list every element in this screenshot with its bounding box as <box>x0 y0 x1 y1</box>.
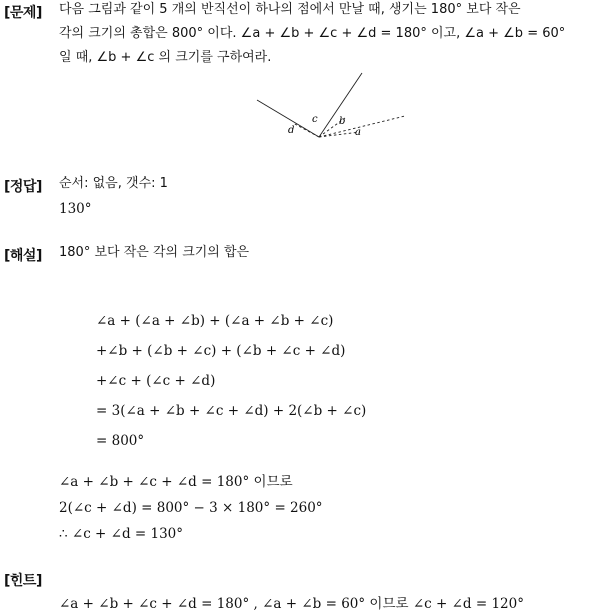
angle-label-d: d <box>288 125 295 136</box>
ray-right-upper <box>319 116 405 137</box>
angle-label-c: c <box>312 114 318 125</box>
explanation-label: [해설] <box>4 248 42 264</box>
problem-line-2: 각의 크기의 총합은 800° 이다. ∠a + ∠b + ∠c + ∠d = 180° 이고, ∠a + ∠b = 60° <box>59 26 566 41</box>
angle-label-b: b <box>339 116 346 127</box>
explanation-step-1: ∠a + ∠b + ∠c + ∠d = 180° 이므로 <box>59 474 293 490</box>
equation-line-2: +∠b + (∠b + ∠c) + (∠b + ∠c + ∠d) <box>96 343 346 359</box>
angle-label-a: a <box>355 127 361 138</box>
equation-line-5: = 800° <box>96 433 145 449</box>
explanation-step-3: ∴ ∠c + ∠d = 130° <box>59 526 184 542</box>
answer-label: [정답] <box>4 179 42 195</box>
hint-text: ∠a + ∠b + ∠c + ∠d = 180° , ∠a + ∠b = 60° 이므로 ∠c + ∠d = 120° <box>59 596 524 612</box>
problem-line-3: 일 때, ∠b + ∠c 의 크기를 구하여라. <box>59 50 272 65</box>
problem-label: [문제] <box>4 5 42 21</box>
hint-label: [힌트] <box>4 573 42 589</box>
equation-line-3: +∠c + (∠c + ∠d) <box>96 373 216 389</box>
explanation-step-2: 2(∠c + ∠d) = 800° − 3 × 180° = 260° <box>59 500 323 516</box>
equation-line-4: = 3(∠a + ∠b + ∠c + ∠d) + 2(∠b + ∠c) <box>96 403 367 419</box>
explanation-intro: 180° 보다 작은 각의 크기의 합은 <box>59 245 250 260</box>
answer-meta: 순서: 없음, 갯수: 1 <box>59 176 168 191</box>
equation-line-1: ∠a + (∠a + ∠b) + (∠a + ∠b + ∠c) <box>96 313 334 329</box>
answer-value: 130° <box>59 201 92 217</box>
problem-line-1: 다음 그림과 같이 5 개의 반직선이 하나의 점에서 만날 때, 생기는 180° 보다 작은 <box>59 2 521 17</box>
